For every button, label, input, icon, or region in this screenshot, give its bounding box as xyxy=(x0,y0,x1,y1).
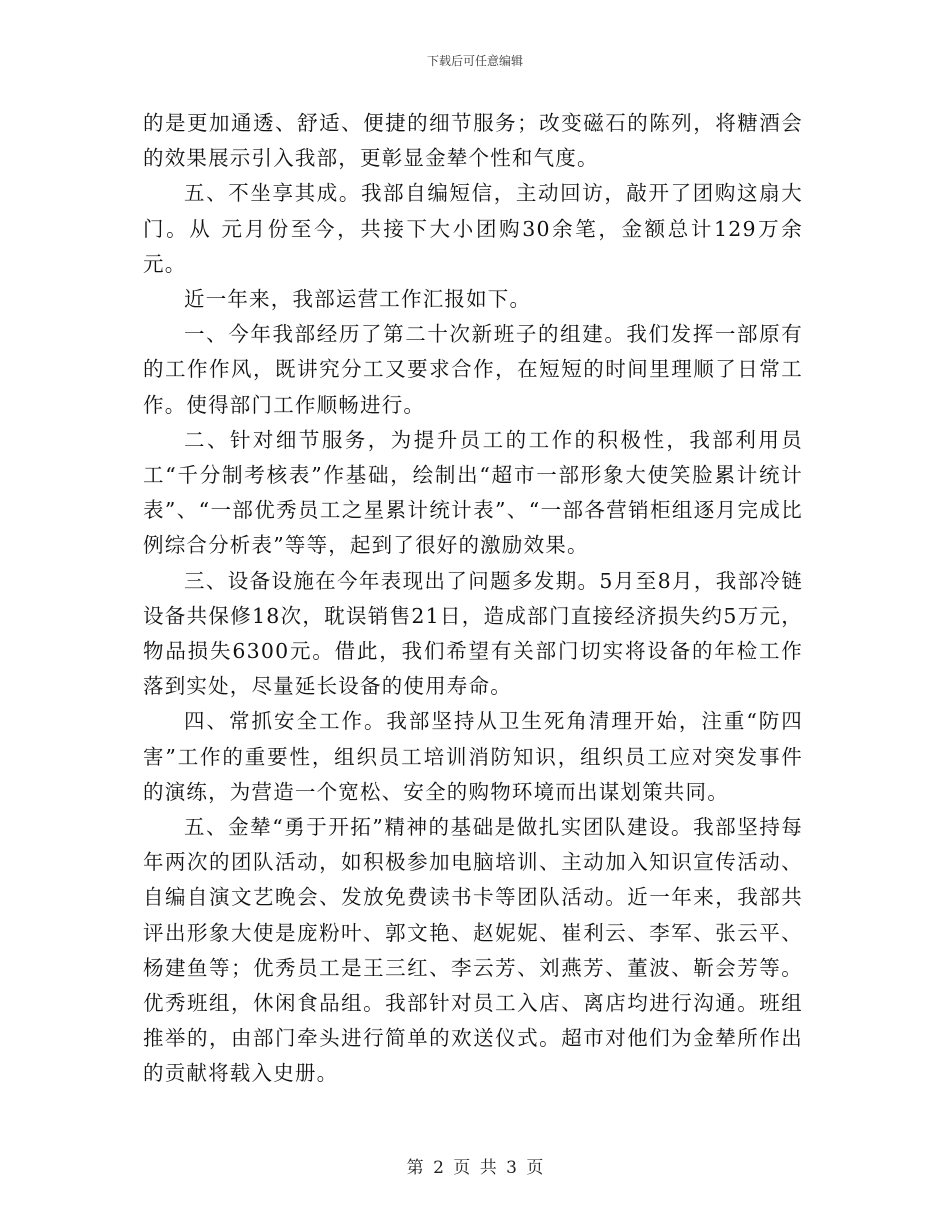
page-number-footer: 第 2 页 共 3 页 xyxy=(406,1158,544,1178)
page-header-note: 下载后可任意编辑 xyxy=(426,54,523,68)
paragraph-team-building: 一、今年我部经历了第二十次新班子的组建。我们发挥一部原有的工作作风，既讲究分工又要求合作，在短短的时间里理顺了日常工作。使得部门工作顺畅进行。 xyxy=(143,322,803,417)
paragraph-continuation: 的是更加通透、舒适、便捷的细节服务；改变磁石的陈列，将糖酒会的效果展示引入我部，更彰显金辇个性和气度。 xyxy=(143,111,803,171)
paragraph-report-intro: 近一年来，我部运营工作汇报如下。 xyxy=(184,287,532,312)
paragraph-team-activities: 五、金辇“勇于开拓”精神的基础是做扎实团队建设。我部坚持每年两次的团队活动，如积极参加电脑培训、主动加入知识宣传活动、自编自演文艺晚会、发放免费读书卡等团队活动。近一年来，我部共评出形象大使是庞粉叶、郭文艳、赵妮妮、崔利云、李军、张云平、杨建鱼等；优秀员工是王三红、李云芳、刘燕芳、董波、靳会芳等。优秀班组，休闲食品组。我部针对员工入店、离店均进行沟通。班组推举的，由部门牵头进行简单的欢送仪式。超市对他们为金辇所作出的贡献将载入史册。 xyxy=(143,815,803,1086)
paragraph-detail-service: 二、针对细节服务，为提升员工的工作的积极性，我部利用员工“千分制考核表”作基础，绘制出“超市一部形象大使笑脸累计统计表”、“一部优秀员工之星累计统计表”、“一部各营销柜组逐月完成比例综合分析表”等等，起到了很好的激励效果。 xyxy=(143,427,803,558)
paragraph-equipment: 三、设备设施在今年表现出了问题多发期。5月至8月，我部冷链设备共保修18次，耽误销售21日，造成部门直接经济损失约5万元，物品损失6300元。借此，我们希望有关部门切实将设备的年检工作落到实处，尽量延长设备的使用寿命。 xyxy=(143,568,803,699)
paragraph-safety: 四、常抓安全工作。我部坚持从卫生死角清理开始，注重“防四害”工作的重要性，组织员工培训消防知识，组织员工应对突发事件的演练，为营造一个宽松、安全的购物环境而出谋划策共同。 xyxy=(143,709,803,804)
document-body xyxy=(143,106,803,1092)
paragraph-group-purchase: 五、不坐享其成。我部自编短信，主动回访，敲开了团购这扇大门。从 元月份至今，共接下大小团购30余笔，金额总计129万余元。 xyxy=(143,181,803,276)
